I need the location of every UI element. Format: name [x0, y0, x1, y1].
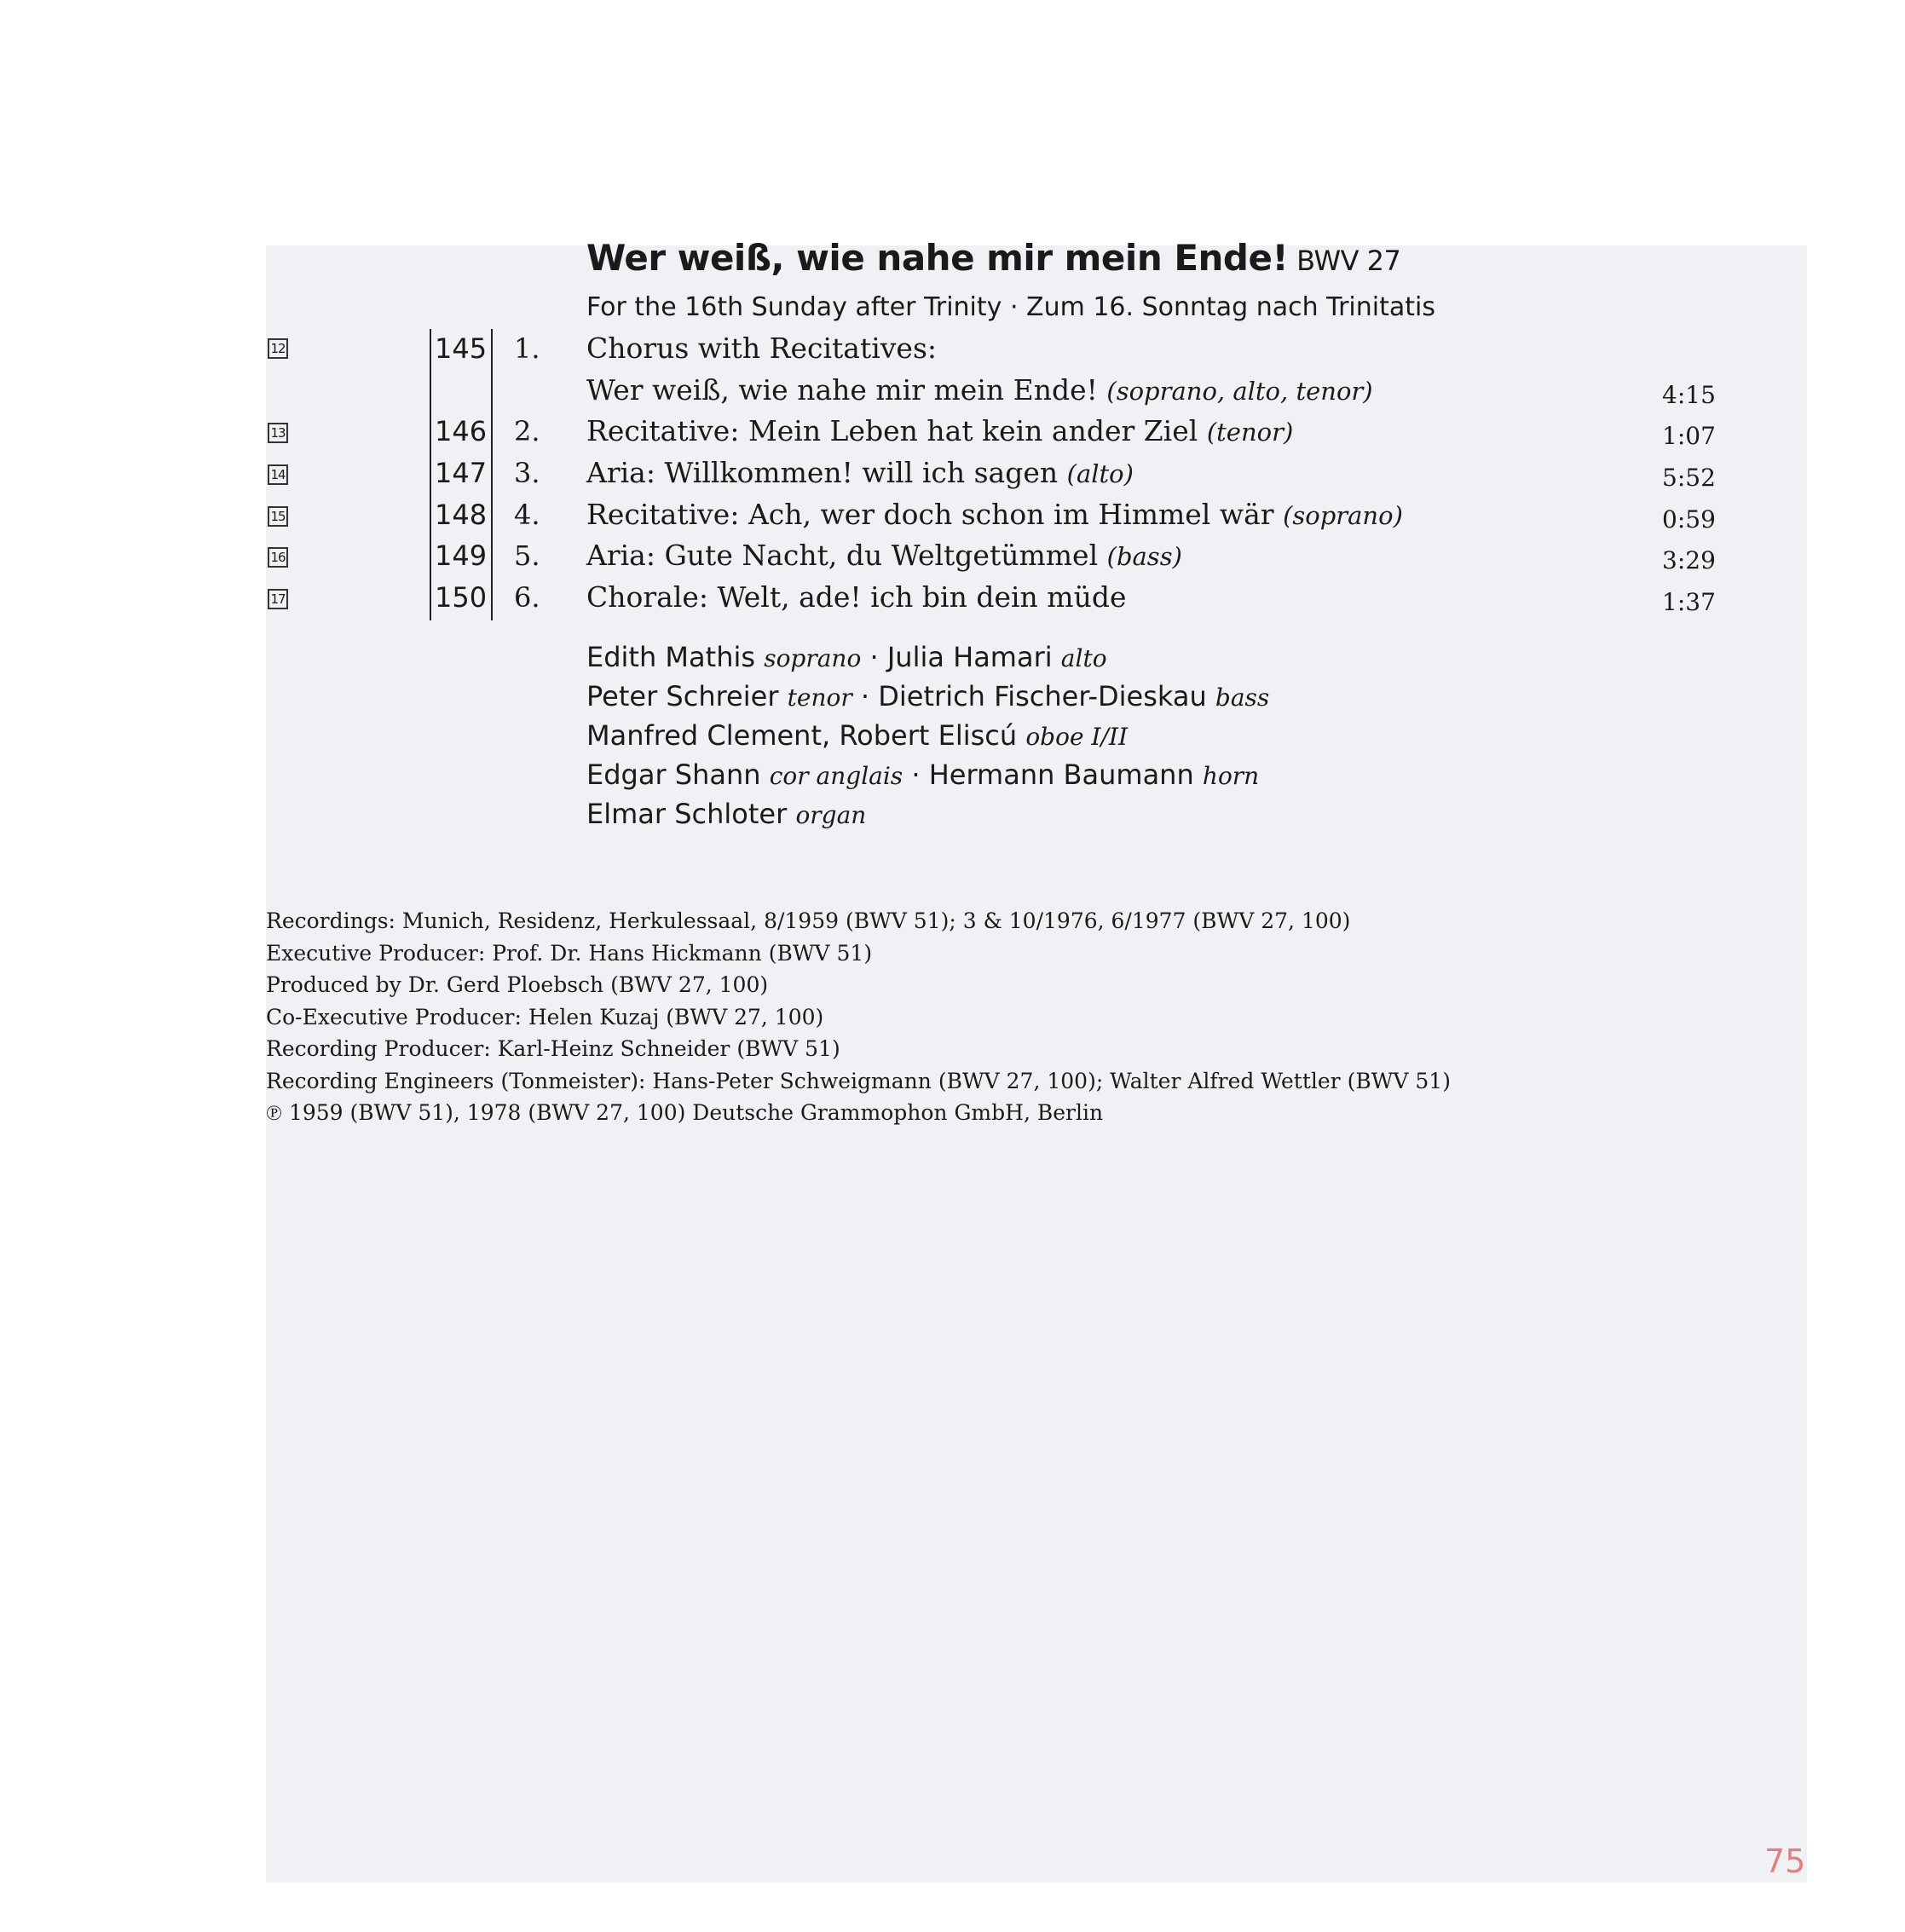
recording-credits: [266, 905, 1451, 1129]
voice-designation: (tenor): [1206, 418, 1294, 447]
track-duration: 0:59: [1662, 505, 1716, 533]
movement-number: 4.: [514, 499, 540, 531]
performer-line: Peter Schreier tenor · Dietrich Fischer-Dieskau bass: [586, 680, 1270, 712]
cd-track-number: 146: [435, 415, 488, 447]
cantata-title: Wer weiß, wie nahe mir mein Ende! BWV 27: [586, 237, 1401, 279]
track-index-box: 13: [268, 423, 288, 443]
performer-line: Edgar Shann cor anglais · Hermann Baumann horn: [586, 758, 1260, 791]
cd-number-rule-left: [430, 329, 431, 620]
page-number: 75: [1764, 1843, 1806, 1880]
performer-line: Edith Mathis soprano · Julia Hamari alto: [586, 641, 1107, 673]
cd-track-number: 147: [435, 457, 488, 489]
credit-line: ℗ 1959 (BWV 51), 1978 (BWV 27, 100) Deutsche Grammophon GmbH, Berlin: [266, 1100, 1104, 1125]
movement-title: Aria: Willkommen! will ich sagen (alto): [586, 456, 1134, 489]
movement-title: Aria: Gute Nacht, du Weltgetümmel (bass): [586, 539, 1182, 572]
track-index-box: 12: [268, 338, 288, 359]
movement-number: 5.: [514, 539, 540, 572]
track-duration: 3:29: [1662, 546, 1716, 574]
credit-line: Executive Producer: Prof. Dr. Hans Hickmann (BWV 51): [266, 940, 873, 966]
movement-title: Chorale: Welt, ade! ich bin dein müde: [586, 580, 1127, 614]
performer-line: Elmar Schloter organ: [586, 798, 867, 830]
credit-line: Co-Executive Producer: Helen Kuzaj (BWV 27, 100): [266, 1004, 824, 1029]
track-duration: 1:37: [1662, 588, 1716, 616]
movement-number: 1.: [514, 332, 540, 365]
performer-line: Manfred Clement, Robert Eliscú oboe I/II: [586, 719, 1129, 752]
movement-title: Recitative: Mein Leben hat kein ander Ziel (tenor): [586, 414, 1294, 447]
cd-track-number: 149: [435, 539, 488, 572]
movement-number: 6.: [514, 581, 540, 614]
bwv-number: BWV 27: [1296, 245, 1401, 277]
voice-designation: (bass): [1106, 542, 1182, 571]
movement-number: 2.: [514, 415, 540, 447]
cd-track-number: 150: [435, 581, 488, 614]
track-duration: 5:52: [1662, 464, 1716, 492]
track-index-box: 14: [268, 464, 288, 485]
credit-line: Recording Producer: Karl-Heinz Schneider (BWV 51): [266, 1036, 840, 1061]
credit-line: Produced by Dr. Gerd Ploebsch (BWV 27, 100): [266, 972, 769, 997]
track-index-box: 17: [268, 589, 288, 609]
track-duration: 4:15: [1662, 381, 1716, 409]
movement-title: Recitative: Ach, wer doch schon im Himmel wär (soprano): [586, 498, 1403, 531]
track-index-box: 16: [268, 547, 288, 568]
track-index-box: 15: [268, 506, 288, 527]
movement-title-line1: Chorus with Recitatives:: [586, 332, 938, 365]
movement-title: Wer weiß, wie nahe mir mein Ende! (soprano, alto, tenor): [586, 373, 1373, 407]
credit-line: Recording Engineers (Tonmeister): Hans-Peter Schweigmann (BWV 27, 100); Walter Alfred Wettler (BWV 51): [266, 1068, 1451, 1093]
voice-designation: (soprano): [1283, 501, 1403, 530]
cd-track-number: 145: [435, 332, 488, 365]
track-duration: 1:07: [1662, 422, 1716, 450]
voice-designation: (soprano, alto, tenor): [1106, 377, 1373, 406]
movement-number: 3.: [514, 457, 540, 489]
voice-designation: (alto): [1066, 459, 1134, 488]
cd-track-number: 148: [435, 499, 488, 531]
cantata-subtitle: For the 16th Sunday after Trinity · Zum 16. Sonntag nach Trinitatis: [586, 292, 1435, 322]
credit-line: Recordings: Munich, Residenz, Herkulessaal, 8/1959 (BWV 51); 3 & 10/1976, 6/1977 (BWV 27, 100): [266, 908, 1351, 933]
cd-number-rule-right: [491, 329, 493, 620]
